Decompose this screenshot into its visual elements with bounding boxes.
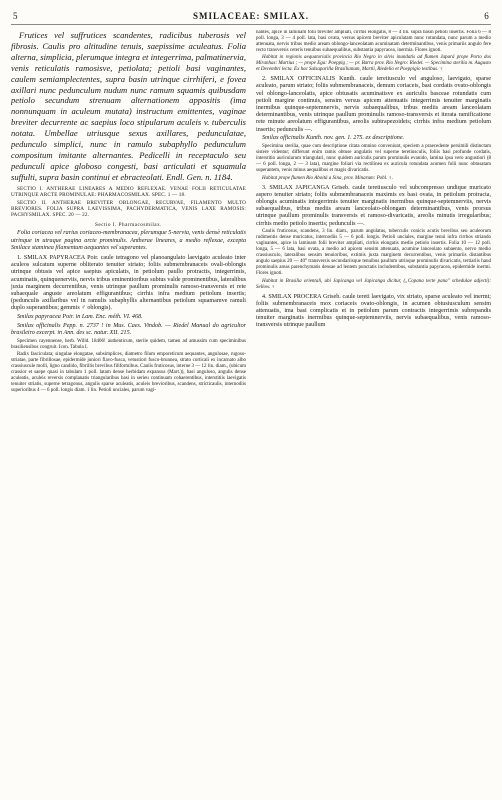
running-title: SMILACEAE: SMILAX. (192, 11, 310, 21)
section-heading: Sectio I. Pharmacosmilax. (95, 221, 162, 228)
species-3-description: Caulis fruticosus, scandens, 3 lin. diam., parum angulatus, tuberculis conicis acutis brevibus seu aculeorum rudimentis dense muricatus, internodiis 5 — 6 poll. longis. Petioli unciales, margine tenui infra cirrhos striando vaginantes, apice in laminam folii breviter ampliati, cirrhis elongatis medio petiolo insertis. Folia 10 — 12 poll. longa, 5 — 6 lata, basi ovata, a medio ad apicem sensim attenuata, acumine lanceolato subaento, nervo medio crassiusculo, lateralibus sensim tenuioribus, extimis juxta marginem decurrentibus, venis primariis distantibus angulo saepius 20 — 40° transversis secundariisque tenuibus paullum utrinque prominulis divaricatis, tertiariis haud prominulis areas parenchymatis densae ad lentem punctatis includentibus, substantia papyracea, epidermide inermi. Flores ignoti. (256, 229, 491, 277)
section-description: Folia coriacea vel rarius coriaceo-membranacea, plerumque 5-nervia, venis densè reticulatis utrinque in utraque pagina arcte prominulis. Antherae lineares, a medio reflexae, excepta Smilace staminea filamentum aequantes vel superantes. (11, 230, 246, 251)
two-column-body (11, 30, 491, 790)
right-column (256, 30, 491, 790)
section-one-key: SECTIO I. ANTHERAE LINEARES A MEDIO REFLEXAE. VENAE FOLII RETICULATAE UTRINQUE ARCTE PROMINULAE: PHARMACOSMILAX. SPEC. 1 — 18. (11, 185, 246, 198)
species-4-diagnosis: 4. SMILAX PROCERA Griseb. caule tereti laevigato, vix striato, sparse aculeato vel inermi; foliis submembranaceis mox coriaceis ovato-oblongis, in acumen obtusiusculum sensim attenuatis, ima basi complicatis et in petiolum parum contractis integerrimis subrepandis tenuiter marginatis inermibus quinque-septemnerviis, nervis subaequalibus, venis ramoso-transversis utrinque paullum (256, 293, 491, 329)
species-1-reference-1: Smilax papyracea Poir. in Lam. Enc. méth. VI. 468. (17, 314, 143, 321)
species-1-specimen-note: Specimen cayennense, herb. Willd. 18406! authenticum, sterile quidem, tamen ad amussim cum speciminibus brasiliensibus congruit. Icon. Tabula I. (11, 338, 246, 350)
species-3-habitat: Habitat in Brasilia orientali, ubi Japicanga vel Japicanga dicitur, („Copana tecte pana" schedulae adjecti): Sellow. ♀ (256, 278, 491, 290)
genus-description: Frutices vel suffrutices scandentes, radicibus tuberosis vel fibrosis. Caulis pro altitudine tenuis, saepissime aculeatus. Folia alterna, simplicia, plerumque integra et integerrima, palmatinervia, venis reticulatis ramosisve, petiolata; petioli basi vaginantes, caulem semiamplectentes, supra basin utrinque cirrhiferi, e fovea axillari nunc pedunculum nudum nunc ramum squamis quibusdam petiolo secundum strenuam alternationem appositis (ima nonnunquam in aculeum mutata) instructum emittentes, vaginae breviter decurrente ac saepius loco stipularum aculeis v. tuberculis notata. Umbellae utriusque sexus axillares, pedunculatae, pedunculo simplici, nunc in ramulo subaphyllo pedunculum compositum imitante alternantes. Pedicelli in receptaculo seu pedunculi apice globoso congesti, basi articulati et squamula suffulti, supra basin continui et ebracteolati. Endl. Gen. n. 1184. (11, 30, 246, 182)
species-2-habitat: Habitat prope flumen Rio Aboitá a Sina, prov. Minarum: Pohl. ♀. (262, 175, 394, 181)
species-2-specimen-note: Specimina sterilia, quae cum descriptione citata omnino conveniunt, speciem a praecedente persimili distinctam sistere videntur; differunt enim ramis obtuse angulatis vel superne teretiusculis, foliis basi profunde cordatis, interstitio auricularum triangulari, nunc quidem auriculis parum prominulis evanido, lamina ipsa vero angustiori (8 — 6 poll. longa, 2 — 3 lata), margine foliari via rectilinea ex auricula rotundata acumen folii nunc obtusatam superantem, venis minus aequalibus et magis divaricatis. (256, 144, 491, 174)
species-1-habitat: Habitat in regionis aequatorialis provincia Rio Negro in silvis inundatis ad flumen Japurá prope Porto dos Miranhas: Martius ; — prope Ega: Poeppig ; — pr. Barra prov. Rio Negro: Riedel. — Specimina sterilia m. Augusto et Decembri lecta. Ex hac Salsaparilla Brasilianum, Martii, Riedelio et Poeppigio testibus. ♀ (256, 55, 491, 73)
left-page-number: 5 (13, 11, 18, 21)
species-1-reference-2: Smilax officinalis Pepp. n. 2737 ! in Mus. Caes. Vindob. — Riedel Manual do agricultor brasileiro excerpt. in Ann. des sc. natur. XII. 215. (11, 322, 246, 337)
section-two-key: SECTIO II. ANTHERAE BREVITER OBLONGAE, RECURVAE, FILAMENTO MULTO BREVIORES. FOLIA SUPRA LAEVISSIMA, PACHYDERMATICA, VENIS LAXE RAMOSIS: PACHYSMILAX. SPEC. 20 — 22. (11, 199, 246, 219)
left-column (11, 30, 246, 790)
right-page-number: 6 (484, 11, 489, 21)
species-2-reference: Smilax officinalis Kunth. nov. gen. 1. 275. ex descriptione. (262, 135, 405, 142)
running-header (11, 10, 491, 25)
species-1-description: Radix fasciculata; singulae elongatae, subsimplices, diametro filum emporeticum aequantes, angulosae, rugoso-striatae, parte fibrillosae, epidermide juniori flavo-fusca, vetustiori fusco-brunnea, strato corticali ex incarnato albo crassiuscule molli, ligno candido, fibrillis brevibus filiformibus. Caulis fruticosus, interne 3 — 12 lin. diam., (ubicum crassior et saepe quasi in tabulam 1 poll. latam dense herbidam expansus (Mart.)), basi anguloso, angulis dense aculeatis, aculeis reversis complanatis triangularibus basi in serieu continuam cohaerentibus, interstitiis laevigatis tenuiter striatis, superne tetragonus, angulis sparse aculeatis, aculeis brevioribus, scandens, stricticaulis, internodiis superioribus 4 — 6 poll. longis diam. 1 lin. Petioli unciales, parum vagi- (11, 352, 246, 394)
species-3-diagnosis: 3. SMILAX JAPICANGA Griseb. caule teretiusculo vel subcompresso undique muricato aspero tenuiter striato; foliis submembranaceis maximis ex basi ovata, in petiolum protracta, oblongis acuminatis integerrimis tenuiter marginatis inermibus quinque-septemnerviis, nervis subaequalibus, tribus mediis aream lanceolato-oblongam determinantibus, venis prorsus utrinque paullum prominulis transversis et ramoso-divaricatis, areolis minutis irregularibus; cirrhis medio petiolo insertis; pedunculis —. (256, 184, 491, 227)
species-1-description-cont: nantes, apice in laminam folii breviter ampliati, cirrhis elongatis, 8 — 4 lin. supra basin petioli insertis. Folia 6 — 8 poll. longa, 3 — 4 poll. lata, basi ovata, versus apicem breviter apiculatam nunc rotundata, nunc parum a medio attenuata, nervis tribus medio aream oblongo-lanceolatam acuminatam determinantibus, venis primariis angulo fere recto transversis ceteris tenuibus subaequalibus, substantia papyracea, inermia. Flores ignoti. (256, 30, 491, 53)
species-2-diagnosis: 2. SMILAX OFFICINALIS Kunth. caule teretiusculo vel anguloso, laevigato, sparse aculeato, parum striato; foliis submembranaceis, demum coriaceis, basi cordatis ovato-oblongis vel oblongo-lanceolatis, apice obtusatis acuminatisve ex auriculis basceae rotundatis cum petioli margine continuis, sensim versus apicem attenuatis integerrimis tenuiter marginatis inermibus quinque-septemnervis, nervis subaequalibus, tribus mediis aream lanceolatam determinantibus, venis utrinque paullum prominulis ramoso-transversis et iterata ramificatione rete minute areolatum effigurantibus, areolis subtrapezoideis; cirrhis infra medium petiolum insertis; pedunculis —. (256, 76, 491, 133)
species-1-diagnosis: 1. SMILAX PAPYRACEA Poir. caule tetragono vel planoangulato laevigato aculeato inter aculeos sulcatum superne obliterato tenuiter striato; foliis submembranaceis ovali-oblongis utrinque obtusis vel apice saepius apiculatis, in petiolum paullo protractis, integerrimis, acuminatis, quinquenerviis, nervis tribus eminentioribus subtus valde prominentibus, lateralibus juxta marginem decurrentibus, venis utrinque paullum prominulis ramoso-transversis et rete subaequale anguste areolatum effigurantibus; cirrhis infra medium petiolum insertis; (pedunculis axillaribus vel in ramulis subaphyllis alternantibus petiolum squamamve ramuli duplo superantibus; gemmis ♂ oblongis). (11, 254, 246, 312)
